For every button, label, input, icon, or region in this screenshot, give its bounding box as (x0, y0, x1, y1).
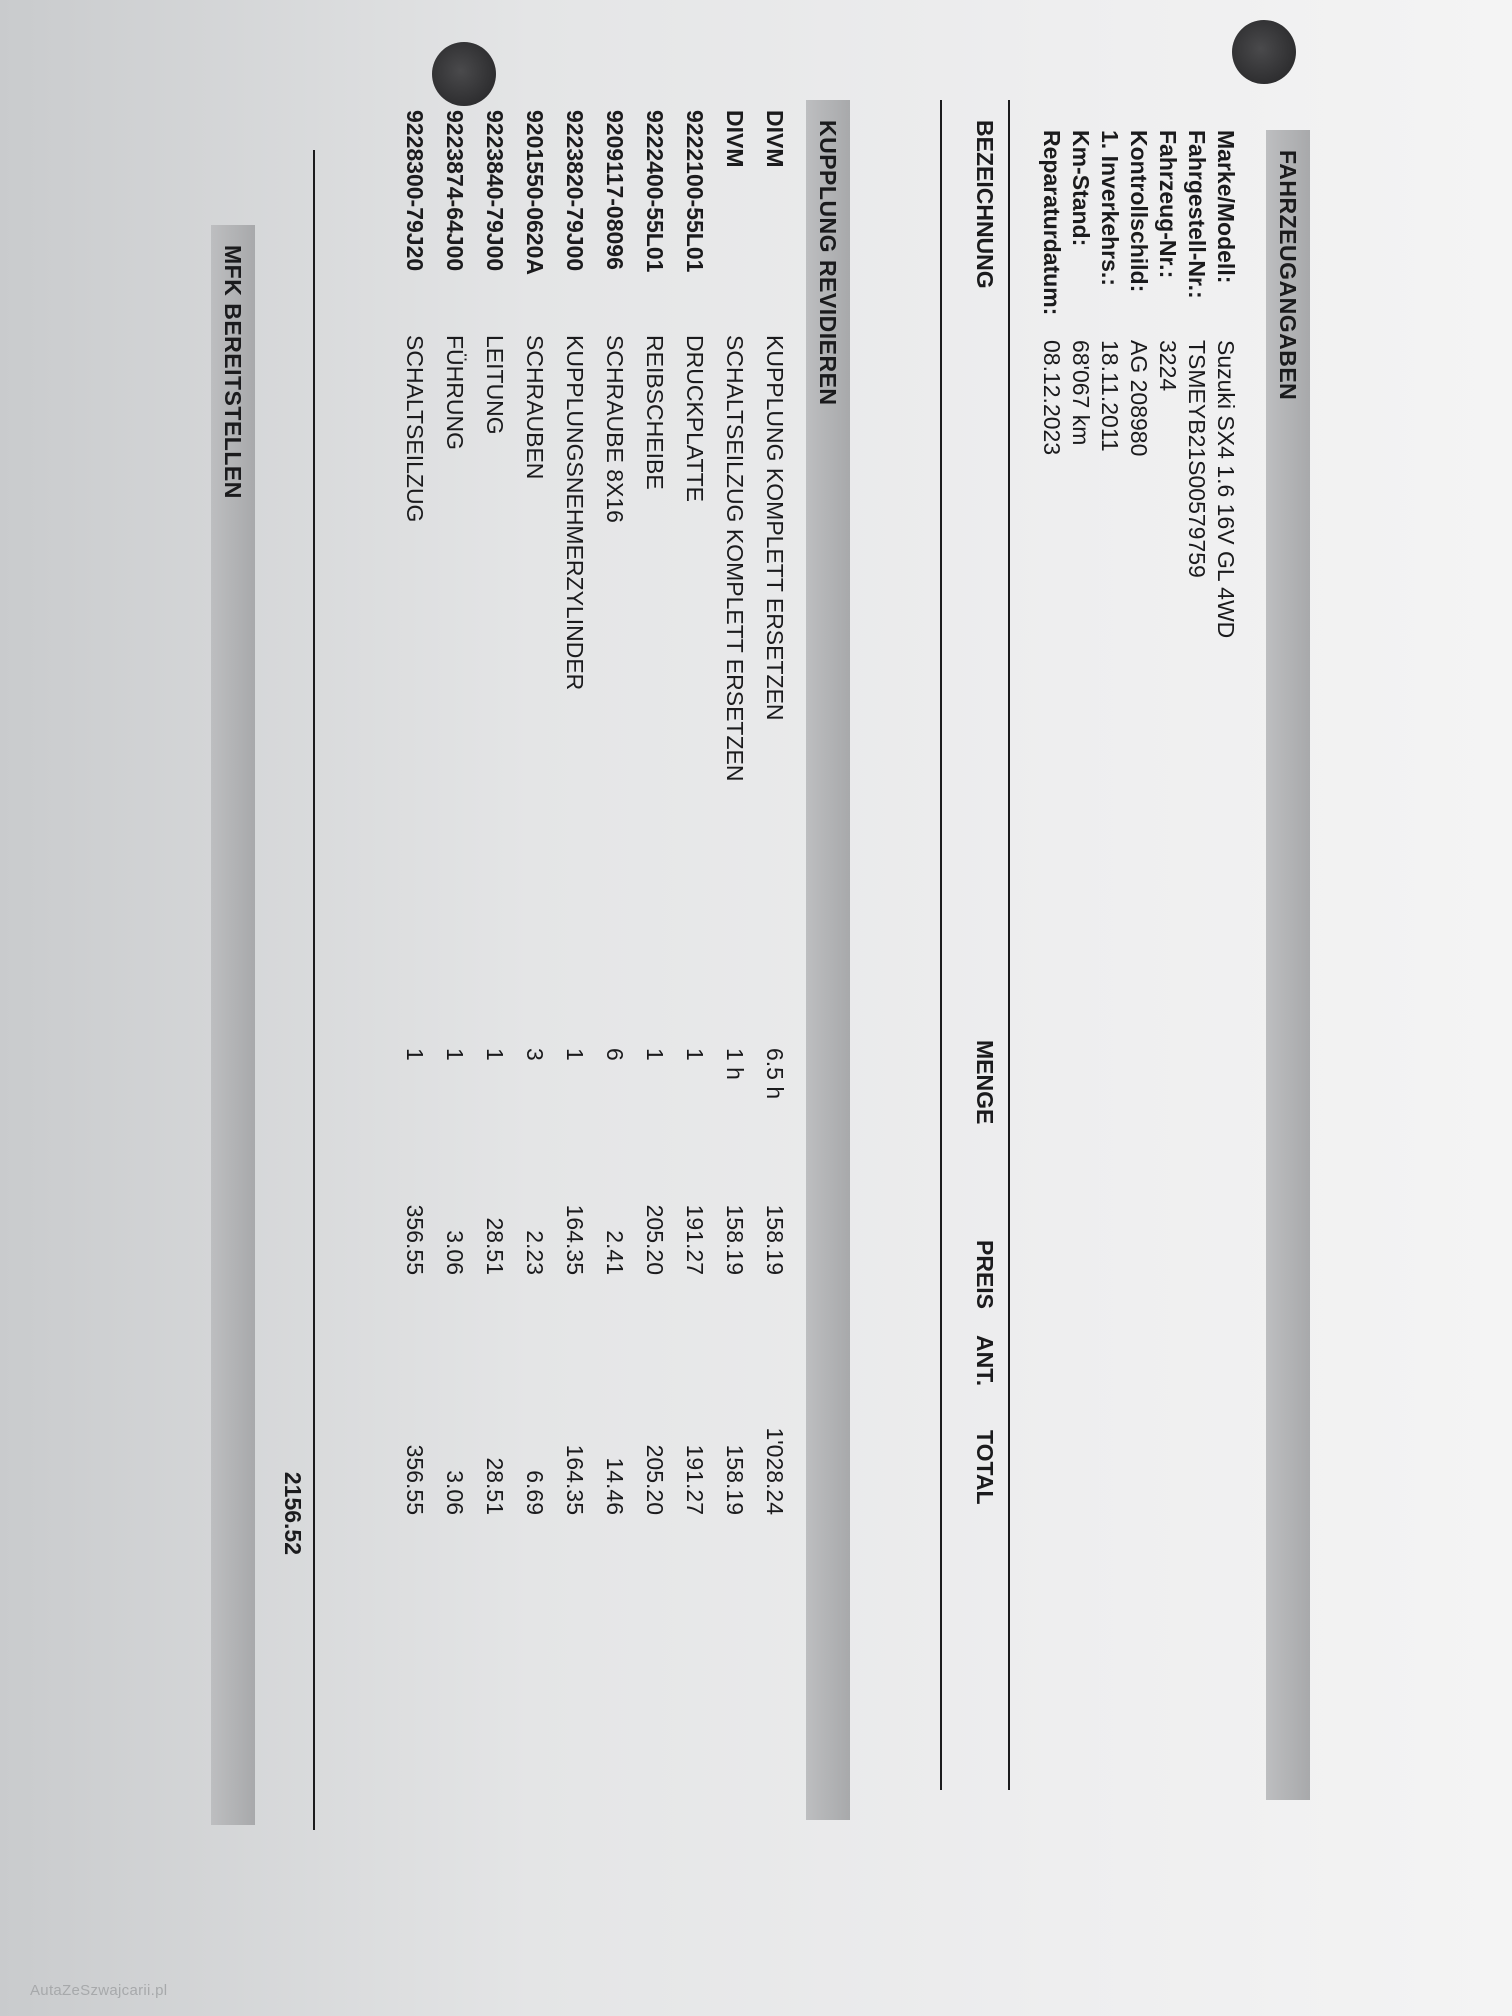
vehicle-field-label: Km-Stand: (1068, 130, 1094, 247)
article-number: 9223840-79J00 (482, 110, 508, 272)
vehicle-field-value: 08.12.2023 (1039, 340, 1065, 456)
vehicle-field-label: Fahrzeug-Nr.: (1155, 130, 1181, 279)
item-total: 191.27 (682, 1444, 708, 1515)
item-price: 2.23 (522, 1230, 548, 1275)
item-total: 158.19 (722, 1444, 748, 1515)
column-header-menge: MENGE (972, 1040, 998, 1125)
table-row (560, 110, 590, 1830)
item-total: 3.06 (442, 1470, 468, 1515)
item-price: 2.41 (602, 1230, 628, 1275)
item-quantity: 6 (602, 1048, 628, 1061)
item-price: 191.27 (682, 1204, 708, 1275)
vehicle-field-label: Marke/Modell: (1213, 130, 1239, 284)
vehicle-field-value: AG 208980 (1126, 340, 1152, 457)
item-description: DRUCKPLATTE (682, 335, 708, 502)
vehicle-section-heading: FAHRZEUGANGABEN (1266, 130, 1310, 1800)
item-total: 28.51 (482, 1457, 508, 1515)
vehicle-field-value: 3224 (1155, 340, 1181, 392)
table-row (680, 110, 710, 1830)
table-header-rule (941, 100, 943, 1790)
item-price: 158.19 (722, 1204, 748, 1275)
item-description: LEITUNG (482, 335, 508, 435)
item-quantity: 6.5 h (762, 1048, 788, 1100)
column-header-preis: PREIS (972, 1240, 998, 1310)
table-row (520, 110, 550, 1830)
subtotal-rule (313, 150, 315, 1830)
article-number: 9222400-55L01 (642, 110, 668, 273)
table-row (480, 110, 510, 1830)
article-number: 9228300-79J20 (402, 110, 428, 272)
table-row (600, 110, 630, 1830)
column-header-bezeichnung: BEZEICHNUNG (972, 120, 998, 289)
vehicle-field-value: TSMEYB21S00579759 (1184, 340, 1210, 578)
article-number: 9223820-79J00 (562, 110, 588, 272)
item-price: 356.55 (402, 1204, 428, 1275)
item-quantity: 1 (642, 1048, 668, 1061)
table-row (760, 110, 790, 1830)
watermark: AutaZeSzwajcarii.pl (30, 1982, 168, 1999)
item-total: 205.20 (642, 1444, 668, 1515)
item-quantity: 1 (482, 1048, 508, 1061)
group-subtotal: 2156.52 (280, 1471, 306, 1555)
vehicle-field-value: Suzuki SX4 1.6 16V GL 4WD (1213, 340, 1239, 639)
item-total: 1'028.24 (762, 1427, 788, 1515)
item-quantity: 1 (442, 1048, 468, 1061)
item-price: 164.35 (562, 1204, 588, 1275)
item-description: SCHRAUBEN (522, 335, 548, 480)
article-number: 9209117-08096 (602, 110, 628, 270)
item-price: 205.20 (642, 1204, 668, 1275)
item-quantity: 3 (522, 1048, 548, 1061)
item-quantity: 1 (402, 1048, 428, 1061)
table-row (440, 110, 470, 1830)
item-description: SCHALTSEILZUG (402, 335, 428, 523)
item-description: SCHALTSEILZUG KOMPLETT ERSETZEN (722, 335, 748, 782)
item-description: KUPPLUNGSNEHMERZYLINDER (562, 335, 588, 691)
article-number: 9223874-64J00 (442, 110, 468, 272)
item-price: 3.06 (442, 1230, 468, 1275)
vehicle-field-value: 68'067 km (1068, 340, 1094, 446)
punch-hole (432, 42, 496, 106)
vehicle-field-label: Reparaturdatum: (1039, 130, 1065, 316)
item-price: 28.51 (482, 1217, 508, 1275)
column-header-ant: ANT. (972, 1335, 998, 1387)
item-quantity: 1 h (722, 1048, 748, 1080)
article-number: 9222100-55L01 (682, 110, 708, 273)
item-quantity: 1 (682, 1048, 708, 1061)
column-header-total: TOTAL (972, 1430, 998, 1505)
table-top-rule (1008, 100, 1010, 1790)
table-row (400, 110, 430, 1830)
item-description: SCHRAUBE 8X16 (602, 335, 628, 523)
table-row (720, 110, 750, 1830)
article-number: 9201550-0620A (522, 110, 548, 275)
vehicle-field-label: Fahrgestell-Nr.: (1184, 130, 1210, 299)
table-row (640, 110, 670, 1830)
item-total: 6.69 (522, 1470, 548, 1515)
item-price: 158.19 (762, 1204, 788, 1275)
punch-hole (1232, 20, 1296, 84)
vehicle-field-value: 18.11.2011 (1097, 340, 1123, 452)
repair-invoice (40, 110, 1310, 2016)
group-heading: KUPPLUNG REVIDIEREN (806, 100, 850, 1820)
item-quantity: 1 (562, 1048, 588, 1061)
item-description: REIBSCHEIBE (642, 335, 668, 490)
next-section-heading: MFK BEREITSTELLEN (211, 225, 255, 1825)
vehicle-field-label: 1. Inverkehrs.: (1097, 130, 1123, 286)
item-total: 356.55 (402, 1444, 428, 1515)
vehicle-field-label: Kontrollschild: (1126, 130, 1152, 293)
item-total: 164.35 (562, 1444, 588, 1515)
item-description: KUPPLUNG KOMPLETT ERSETZEN (762, 335, 788, 721)
item-total: 14.46 (602, 1457, 628, 1515)
article-number: DIVM (762, 110, 788, 168)
article-number: DIVM (722, 110, 748, 168)
item-description: FÜHRUNG (442, 335, 468, 450)
